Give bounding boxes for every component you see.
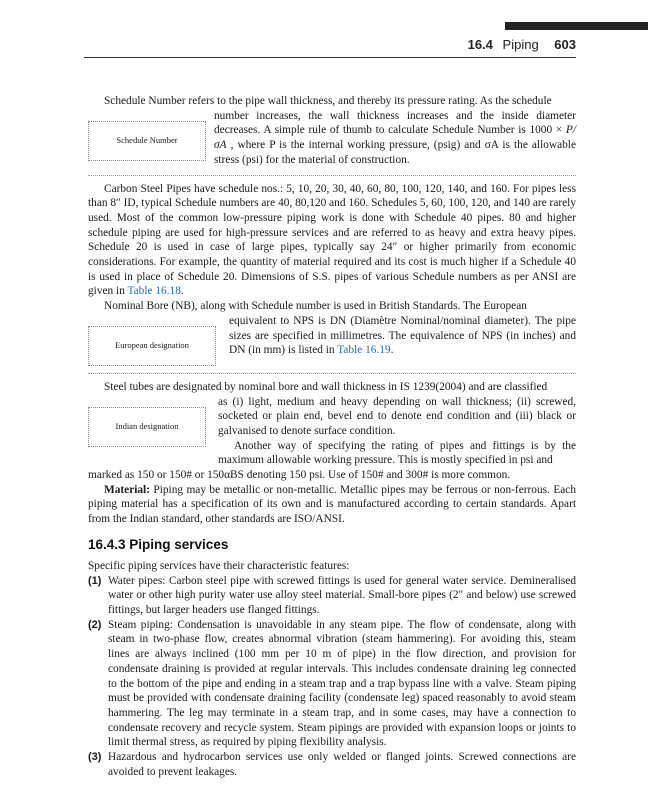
divider [88,175,576,176]
indian-lead: Steel tubes are designated by nominal bore and wall thickness in IS 1239(2004) and are classified [104,380,548,393]
services-list [88,574,576,780]
margin-note-european: European designation [88,326,216,366]
list-item: (3) Hazardous and hydrocarbon services use only welded or flanged joints. Screwed connections are avoided to prevent leakages. [88,751,576,778]
page-body [88,94,576,779]
section-intro: Specific piping services have their characteristic features: [88,559,350,572]
list-item: (2) Steam piping: Condensation is unavoidable in any steam pipe. The flow of condensate, along with steam in two-phase flow, creates abnormal vibration (steam hammering). For avoiding this, steam lines are always inclined (100 mm per 10 m of pipe) in the flow direction, and provision for condensate draining is provided at regular intervals. This includes condensate draining leg connected to the bottom of the pipe and ending in a steam trap and a trap bypass line with a valve. Steam piping must be provided with condensate draining facility (condensate leg) spaced reasonably to avoid steam hammering. The leg may terminate in a steam trap, and in some cases, may have a connection to condensate recovery and recycle system. Steam pipings are provided with expansion loops or joints to limit thermal stress, as required by piping flexibility analysis. [88,618,576,749]
carbon-steel-paragraph: Carbon Steel Pipes have schedule nos.: 5, 10, 20, 30, 40, 60, 80, 100, 120, 140, and 160. For pipes less than 8″ ID, typical Schedule numbers are 40, 80,120 and 160. Schedules 5, 60, 100, 120, and 140 are rarely used. Most of the common low-pressure piping work is done with Schedule 40 pipes. 80 and higher schedule piping are used for high-pressure services and are referred to as heavy and extra heavy pipes. Schedule 20 is used in case of large pipes, typically say 24″ or higher primarily from economic considerations. For example, the quantity of material required and its cost is much higher if a Schedule 40 is used in place of Schedule 20. Dimensions of S.S. pipes of various Schedule numbers as per ANSI are given in Table 16.18. [88,182,576,298]
margin-note-indian: Indian designation [88,407,206,447]
page-number: 603 [554,37,576,52]
table-ref-16-19[interactable]: Table 16.19 [337,344,391,357]
indian-tail: marked as 150 or 150# or 150αBS denoting 150 psi. Use of 150# and 300# is more common. [88,469,511,482]
section-number: 16.4 [467,37,493,52]
european-body: equivalent to NPS is DN (Diamètre Nominal/nominal diameter). The pipe sizes are specified in millimetres. The equivalence of NPS (in inches) and DN (in mm) is listed in Table 16.19. [229,314,576,357]
material-paragraph: Material: Piping may be metallic or non-metallic. Metallic pipes may be ferrous or non-ferrous. Each piping material has a specification of its own and is manufactured according to certain standards. Apart from the Indian standard, other standards are ISO/ANSI. [88,483,576,526]
schedule-block [88,109,576,168]
european-block [88,314,576,366]
list-item: (1) Water pipes: Carbon steel pipe with screwed fittings is used for general water service. Demineralised water or other high purity water use alloy steel material. Small-bore pipes (2″ and below) use screwed fittings, but larger headers use flanged fittings. [88,574,576,616]
schedule-body: number increases, the wall thickness increases and the inside diameter decreases. A simple rule of thumb to calculate Schedule Number is 1000 × P/σA , where P is the internal working pressure, (psig) and σA is the allowable stress (psi) for the material of construction. [214,109,576,166]
running-header [468,37,576,52]
margin-note-schedule: Schedule Number [88,121,206,161]
header-bar [505,22,648,30]
section-title: Piping [502,37,539,52]
header-rule [84,57,576,58]
schedule-lead: Schedule Number refers to the pipe wall thickness, and thereby its pressure rating. As the schedule [104,95,552,107]
table-ref-16-18[interactable]: Table 16.18 [127,285,181,298]
divider [88,373,576,374]
section-heading: 16.4.3 Piping services [88,536,229,552]
european-lead: Nominal Bore (NB), along with Schedule number is used in British Standards. The European [104,300,527,313]
indian-body: as (i) light, medium and heavy depending on wall thickness; (ii) screwed, socketed or plain end, bevel end to denote end condition and (iii) black or galvanised to denote surface condition. Another way of specifying the rating of pipes and fittings is by the maximum allowable working pressure. This is mostly specified in psi and [218,395,576,467]
indian-block [88,395,576,469]
